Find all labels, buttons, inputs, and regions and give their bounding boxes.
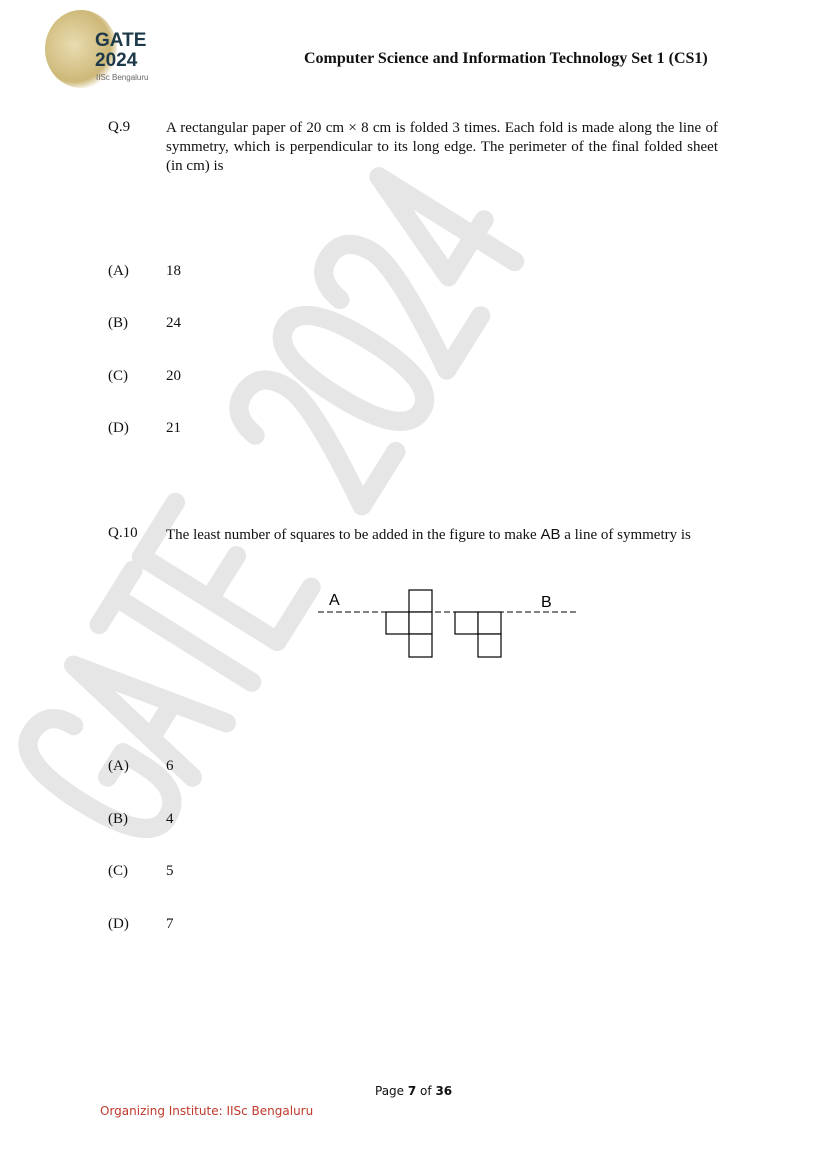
option-label: (C) [108,863,128,879]
gate-logo [45,10,160,90]
question-text: A rectangular paper of 20 cm × 8 cm is folded 3 times. Each fold is made along the line of symmetry, which is perpendicular to its long edge. The perimeter of the final folded sheet (in cm) is [166,120,718,174]
option-value: 24 [166,315,181,331]
logo-year: 2024 [95,50,138,71]
option-label: (A) [108,758,129,774]
option-label: (B) [108,315,128,331]
question-number: Q.10 [108,525,138,541]
label-b: B [541,594,552,611]
option-label: (D) [108,420,129,436]
page-number: Page 7 of 36 [375,1084,453,1098]
organizer-footer: Organizing Institute: IISc Bengaluru [100,1104,314,1118]
option-value: 7 [166,916,174,932]
option-value: 5 [166,863,174,879]
label-a: A [329,592,340,609]
option-value: 21 [166,420,181,436]
page-header: Computer Science and Information Technology Set 1 (CS1) [304,50,708,67]
logo-gate: GATE [95,30,147,51]
option-label: (B) [108,811,128,827]
symmetry-figure [300,580,590,665]
option-label: (D) [108,916,129,932]
option-label: (C) [108,368,128,384]
question-text: The least number of squares to be added in the figure to make AB a line of symmetry is [166,526,691,543]
option-value: 4 [166,811,174,827]
option-label: (A) [108,263,129,279]
question-number: Q.9 [108,119,131,135]
option-value: 20 [166,368,181,384]
option-value: 6 [166,758,174,774]
option-value: 18 [166,263,181,279]
logo-subtitle: IISc Bengaluru [96,73,149,82]
